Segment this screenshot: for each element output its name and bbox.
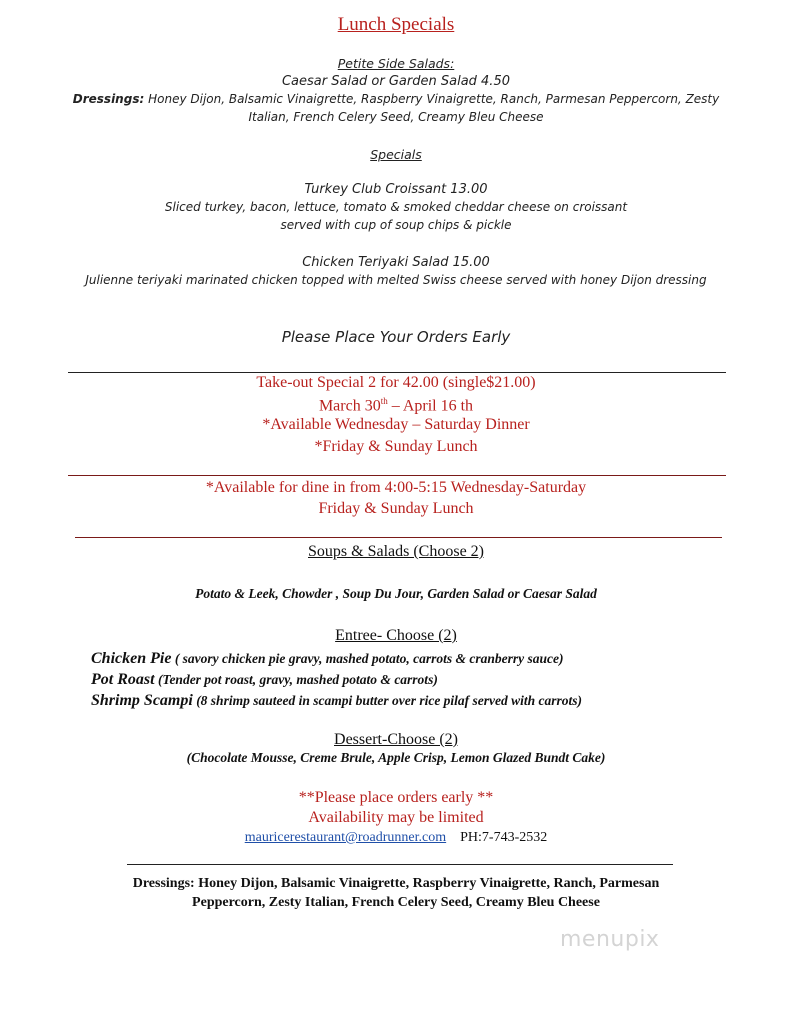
- special-item-desc: Sliced turkey, bacon, lettuce, tomato & smoked cheddar cheese on croissant: [164, 200, 628, 214]
- entree-desc: (8 shrimp sauteed in scampi butter over rice pilaf served with carrots): [192, 693, 583, 708]
- petite-dressings-line2: Italian, French Celery Seed, Creamy Bleu Cheese: [248, 110, 544, 124]
- divider: [68, 372, 726, 373]
- special-item-name: Turkey Club Croissant 13.00: [304, 182, 488, 197]
- entree-item: [91, 671, 438, 689]
- takeout-date-end: – April 16 th: [387, 397, 474, 415]
- petite-salads-heading: Petite Side Salads:: [337, 56, 455, 71]
- takeout-date-start: March 30: [318, 397, 381, 415]
- special-item-desc: Julienne teriyaki marinated chicken topped with melted Swiss cheese served with honey Dijon dressing: [85, 273, 707, 287]
- divider: [127, 864, 673, 865]
- dressings-label: Dressings:: [72, 92, 145, 106]
- divider: [68, 475, 726, 476]
- petite-dressings-line1: [0, 92, 792, 106]
- email-link[interactable]: mauricerestaurant@roadrunner.com: [244, 830, 447, 845]
- phone-number: PH:7-743-2532: [460, 830, 548, 845]
- special-item-desc: served with cup of soup chips & pickle: [280, 218, 512, 232]
- dressings-list: Honey Dijon, Balsamic Vinaigrette, Raspberry Vinaigrette, Ranch, Parmesan Peppercorn, Zesty: [148, 92, 720, 106]
- dessert-items: (Chocolate Mousse, Creme Brule, Apple Crisp, Lemon Glazed Bundt Cake): [186, 750, 606, 765]
- specials-heading: Specials: [370, 147, 422, 162]
- footer-dressings-line2: Peppercorn, Zesty Italian, French Celery Seed, Creamy Bleu Cheese: [192, 895, 600, 910]
- footer-dressings-line1: Dressings: Honey Dijon, Balsamic Vinaigrette, Raspberry Vinaigrette, Ranch, Parmesan: [132, 876, 660, 891]
- soups-heading: Soups & Salads (Choose 2): [308, 543, 484, 560]
- takeout-dates: [0, 396, 792, 415]
- page-title: Lunch Specials: [337, 14, 455, 35]
- entree-item: [91, 650, 564, 668]
- divider: [75, 537, 722, 538]
- entree-name: Shrimp Scampi: [91, 692, 193, 709]
- entree-heading: Entree- Choose (2): [335, 627, 457, 644]
- notice-line1: **Please place orders early **: [298, 789, 494, 806]
- takeout-date-sup: th: [380, 396, 388, 406]
- order-early-note: Please Place Your Orders Early: [281, 328, 511, 346]
- entree-desc: (Tender pot roast, gravy, mashed potato & carrots): [154, 672, 438, 687]
- soups-items: Potato & Leek, Chowder , Soup Du Jour, Garden Salad or Caesar Salad: [195, 586, 597, 601]
- notice-line2: Availability may be limited: [308, 809, 484, 826]
- takeout-line1: Take-out Special 2 for 42.00 (single$21.00): [256, 374, 536, 391]
- takeout-lunch: *Friday & Sunday Lunch: [314, 438, 478, 455]
- petite-salads-item: Caesar Salad or Garden Salad 4.50: [281, 74, 510, 89]
- dessert-heading: Dessert-Choose (2): [334, 731, 458, 748]
- entree-item: [91, 692, 582, 710]
- takeout-availability: *Available Wednesday – Saturday Dinner: [262, 416, 530, 433]
- entree-name: Pot Roast: [91, 671, 155, 688]
- special-item-name: Chicken Teriyaki Salad 15.00: [302, 255, 490, 270]
- entree-name: Chicken Pie: [91, 650, 172, 667]
- watermark-logo: menupix: [560, 927, 660, 952]
- entree-desc: ( savory chicken pie gravy, mashed potato, carrots & cranberry sauce): [171, 651, 564, 666]
- dine-in-line2: Friday & Sunday Lunch: [318, 500, 474, 517]
- contact-line: [0, 830, 792, 846]
- dine-in-line1: *Available for dine in from 4:00-5:15 Wednesday-Saturday: [205, 479, 587, 496]
